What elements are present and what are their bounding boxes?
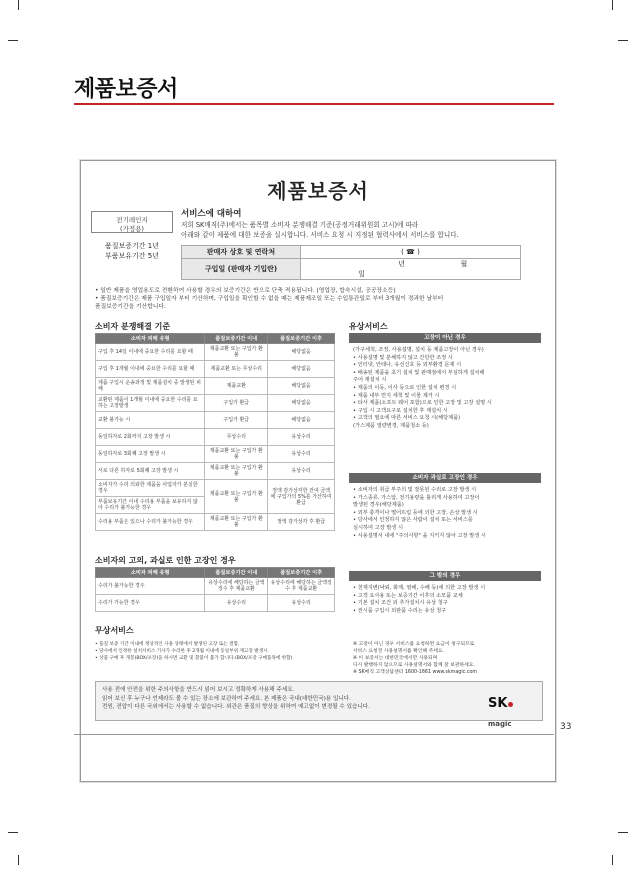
table-cell: 제품 구입시 운송과정 및 제품설치 중 발생된 피해 [96,378,205,395]
note-line: 다시 발행하지 않으므로 사용설명서와 함께 잘 보관하세요. [353,663,475,668]
paid-service-title: 유상서비스 [349,322,388,331]
service-description [181,221,521,240]
purchase-date-field[interactable] [301,259,521,280]
list-item: 실시하여 고장 발생 시 [353,524,404,531]
table-cell: 구입가 환급 [205,412,268,429]
notice-line: 읽어 보신 후 누구나 언제라도 볼 수 있는 장소에 보관하여 주세요. 본 제품은 국내(대한민국)용 입니다. [102,695,351,702]
logo-magic: magic [488,720,512,728]
crop-mark [18,855,19,856]
list-item: • 소비자의 취급 부주의 및 잘못된 수리로 고장 발생 시 [353,487,477,493]
table-row [96,463,335,480]
table-cell: 유상수리 [268,429,335,446]
notice-line: 전원, 전압이 다른 국외에서는 사용할 수 없습니다. 외관은 품질의 향상을 위하여 예고없이 변경될 수 있습니다. [102,704,370,710]
non-fault-list [349,347,541,431]
product-name: 전기레인지 [116,216,148,224]
dispute-title: 소비자 분쟁해결 기준 [95,322,171,331]
table-cell: 유상수리에 해당하는 금액징수 후 제품교환 [205,578,268,595]
table-header: 품질보증기간 이내 [205,334,268,344]
table-cell: 제품교환 또는 구입가 환불 [205,446,268,463]
list-item: • 사용설명 및 분해하지 않고 간단한 조정 시 [353,354,453,361]
table-row [96,412,335,429]
list-item: • 인터넷, 안테나, 유선신호 등 외부환경 문제 시 [353,362,462,369]
table-cell: 제품교환 또는 구입가 환불 [205,480,268,514]
table-cell: 교환 불가능 시 [96,412,205,429]
table-cell: 제품교환 또는 무상수리 [205,361,268,378]
list-item: • 기본 설치 조건 외 추가설치시 유상 청구 [353,600,448,607]
service-text-line: 저희 SK매직(주)에서는 품목별 소비자 분쟁해결 기준(공정거래위원회 고시)에 따라 [181,221,419,229]
list-item: • 타사 제품(소프트 웨어 포함)으로 인한 고장 및 고장 설명 시 [353,400,492,407]
crop-mark [8,40,9,41]
table-header: 소비자 피해 유형 [96,568,205,578]
list-item: • 당사에서 인정하지 않은 사람이 설치 또는 서비스를 [353,517,473,524]
safety-notice-box [95,681,543,728]
table-cell: 부품보유기간 이내 수리용 부품을 보유하지 않아 수리가 불가능한 경우 [96,497,205,514]
table-row [96,595,335,612]
table-cell: 해당없음 [268,412,335,429]
crop-mark [8,832,9,833]
table-cell: 해당없음 [268,378,335,395]
parts-period: 부품보유기간 5년 [104,252,159,260]
consumer-fault-title: 소비자의 고의, 과실로 인한 고장인 경우 [95,556,236,565]
table-cell: 제품교환 [205,378,268,395]
table-cell: 해당없음 [268,361,335,378]
list-item: • 당사에서 인정한 설치서비스 기사가 수리한 후 2개월 이내에 동일부위 재고장 발생시. [95,649,270,654]
list-item: • 외부 충격이나 떨어뜨림 등에 의한 고장, 손상 발생 시 [353,509,478,516]
list-item: 주어 재설치 시 [353,377,387,384]
table-cell: 해당없음 [268,395,335,412]
table-cell: 유상수리 [268,446,335,463]
table-cell: 무상수리 [205,429,268,446]
notice-line: 사용 전에 안전을 위한 주의사항을 반드시 읽어 보시고 정확하게 사용해 주세요. [102,687,295,693]
table-cell: 수리용 부품은 있으나 수리가 불가능한 경우 [96,514,205,531]
dispute-table [95,333,335,531]
table-cell: 유상수리 [268,463,335,480]
year-label: 년 [398,260,405,268]
crop-mark [618,832,619,833]
list-item: • 제품 내부 먼지 세척 및 이물 제거 시 [353,392,440,399]
warranty-notes [95,287,541,311]
table-cell: 수리가 불가능한 경우 [96,578,205,595]
list-item: • 제품의 이동, 이사 등으로 인한 설치 변경 시 [353,384,457,391]
list-item: • 고객의 필요에 따른 서비스 요청 시(해당제품) [353,415,461,422]
table-cell: 유상수리 [205,595,268,612]
note-line: ※ 이 보증서는 대한민국에서만 사용되며 [353,656,438,661]
table-header: 소비자 피해 유형 [96,334,205,344]
table-cell: 구입 후 14일 이내에 중요한 수리를 요할 때 [96,344,205,361]
table-cell: 서로 다른 하자로 5회째 고장 발생 시 [96,463,205,480]
crop-mark [18,0,19,1]
sk-magic-logo [488,692,542,730]
crop-mark [618,40,619,41]
other-cases-header: 그 밖의 경우 [349,571,541,581]
free-service-list [95,641,335,662]
table-cell: 교환된 제품이 1개월 이내에 중요한 수리를 요하는 고장발생 [96,395,205,412]
list-item: • 가스종류, 가스압, 전기용량을 틀리게 사용하여 고장이 [353,494,480,501]
day-label: 일 [358,270,365,278]
table-cell: 동일하자로 2회까지 고장 발생 시 [96,429,205,446]
seller-label: 판매자 상호 및 연락처 [182,246,301,259]
table-row [96,361,335,378]
table-cell: 구입 후 1개월 이내에 중요한 수리를 요할 때 [96,361,205,378]
warranty-periods [91,241,173,261]
non-fault-header: 고장이 아닌 경우 [349,333,541,343]
month-label: 월 [460,260,468,268]
free-service-title: 무상서비스 [95,626,134,635]
table-row [96,514,335,531]
title-underline [74,103,554,105]
footer-rule [74,734,554,735]
table-cell: 정액 감가상각 후 환급 [268,514,335,531]
table-header: 품질보증기간 이후 [268,334,335,344]
paid-service-panel [349,333,541,625]
note-line: 서비스 요청전 사용설명서를 확인해 주세요. [353,649,445,654]
list-item: • 품질 보증 기간 이내에 정상적인 사용 상태에서 발생된 고장 또는 결함. [95,642,240,647]
service-text-line: 아래와 같이 제품에 대한 보증을 실시합니다. 서비스 요청 시 지정된 협력사에서 서비스를 합니다. [181,230,459,239]
table-row [96,578,335,595]
table-row [96,344,335,361]
table-cell: 소비자가 수리 의뢰한 제품을 사업자가 분실한 경우 [96,480,205,497]
product-type: (가정용) [120,225,144,233]
table-row [96,429,335,446]
note-line: • 품질보증기간은 제품 구입일자 부터 기산하며, 구입일을 확인할 수 없을 때는 제품제조일 또는 수입통관일로 부터 3개월이 경과한 날부터 [95,296,444,302]
table-cell: 동일하자로 3회째 고장 발생 시 [96,446,205,463]
table-cell: 구입가 환급 [205,395,268,412]
consumer-fault-list [349,487,541,540]
table-cell: 해당없음 [268,344,335,361]
note-line: ※ SK매직 고객상담센터 1600-1661 www.skmagic.com [353,670,478,675]
consumer-fault-header: 소비자 과실로 고장인 경우 [349,473,541,483]
list-item: • 구입 시 고객요구로 설치한 후 재설치 시 [353,407,448,414]
list-item: • 전시품 구입시 외관품 수리는 유상 청구 [353,607,447,614]
safety-notice-text [102,686,472,712]
card-title: 제품보증서 [267,179,369,203]
note-line: 품질보증기간을 기산합니다. [95,304,166,310]
list-item: • 상품 구매 후 개봉(BOX/포장)을 하시면 교환 및 환불이 불가 합니다.(BOX/포장 구매품목에 한함) [95,656,293,661]
list-item: • 배송된 제품을 초기 설치 및 판매점에서 부실하게 설치해 [353,369,485,376]
table-cell: 제품교환 또는 구입가 환불 [205,463,268,480]
page-number: 33 [560,722,572,732]
table-cell: 유상수리 [268,595,335,612]
list-item: • 사용설명서 내에 "주의사항" 을 지키지 않아 고장 발생 시 [353,532,486,539]
purchase-date-label: 구입일 (판매자 기입란) [182,259,301,280]
logo-sk: SK [488,696,508,711]
list-item: 발생된 경우(해당제품) [353,502,404,509]
seller-info-table [181,245,521,280]
note-line: • 일반 제품을 영업용도로 전환하여 사용할 경우의 보증기간은 반으로 단축 적용됩니다. (영업장, 합숙시설, 공공장소등) [95,288,396,294]
table-row [96,480,335,497]
table-cell: 수리가 가능한 경우 [96,595,205,612]
table-row [96,446,335,463]
table-header: 품질보증기간 이내 [205,568,268,578]
consumer-fault-table [95,567,335,612]
warranty-period: 품질보증기간 1년 [104,242,159,250]
seller-contact-field[interactable]: ( ☎ ) [301,246,521,259]
logo-dot [508,702,513,707]
list-item: • 고객 요사용 또는 보증기간 이후의 소모품 교체 [353,592,463,599]
table-cell: 유상수리에 해당하는 금액징수 후 제품교환 [268,578,335,595]
list-item: (가구세척, 조정, 사용설명, 설치 등 제품고장이 아닌 경우) [353,347,484,353]
table-cell: 제품교환 또는 구입가 환불 [205,514,268,531]
product-info-box [91,211,173,233]
table-cell: 제품교환 또는 구입가 환불 [205,344,268,361]
note-line: ※ 고장이 아닌 경우 서비스를 요청하면 요금이 청구되므로 [353,642,475,647]
crop-mark [612,855,613,856]
other-cases-list [349,585,541,615]
list-item: • 천재지변(낙뢰, 화재, 염해, 수해 등)에 의한 고장 발생 시 [353,585,486,591]
table-row [96,395,335,412]
page-title: 제품보증서 [74,77,178,102]
side-notes [353,641,543,676]
crop-mark [612,0,613,1]
warranty-card [80,160,556,782]
list-item: (가스제품 열량변경, 제품청소 등) [353,422,429,429]
service-heading: 서비스에 대하여 [181,209,242,219]
table-cell: 정액 감가상각한 잔여 금액에 구입가의 5%를 가산하여 환급 [268,480,335,514]
table-header: 품질보증기간 이후 [268,568,335,578]
table-row [96,378,335,395]
